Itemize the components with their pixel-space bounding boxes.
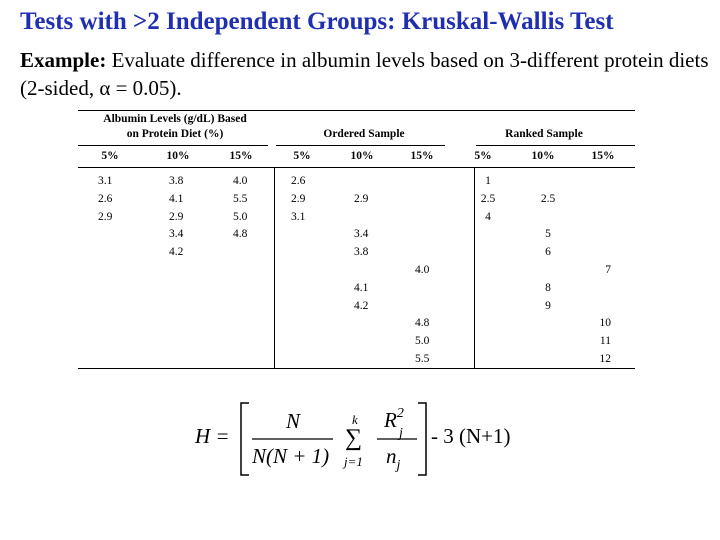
formula-denominator: N(N + 1): [252, 444, 330, 468]
column-header: 15%: [591, 150, 615, 162]
table-cell: 5.0: [415, 335, 430, 348]
table-cell: 2.5: [540, 192, 556, 205]
table-cell: 2.6: [291, 175, 306, 187]
table-cell: 4.2: [169, 246, 184, 259]
underline-albumin: [78, 145, 268, 146]
table-cell: 6: [545, 246, 551, 259]
n-symbol: n: [386, 444, 397, 468]
column-header: 10%: [350, 150, 374, 162]
column-header: 10%: [531, 150, 555, 162]
divider-1: [274, 168, 275, 368]
table-cell: 4.0: [233, 175, 248, 187]
formula-n-term: [386, 444, 401, 473]
kruskal-wallis-table: [78, 110, 635, 370]
table-cell: 3.4: [169, 228, 184, 241]
formula-r-term: [384, 406, 404, 441]
divider-2: [474, 168, 475, 368]
column-header: 10%: [166, 150, 190, 162]
table-cell: 9: [545, 299, 551, 312]
formula-lhs: H =: [195, 424, 230, 448]
group-header-ordered: Ordered Sample: [323, 128, 405, 140]
table-cell: 2.6: [98, 192, 113, 205]
table-cell: 5.5: [415, 353, 430, 365]
table-cell: 3.4: [354, 228, 369, 241]
table-cell: 1: [485, 175, 491, 187]
r-symbol: R: [384, 408, 397, 432]
formula-numerator: N: [286, 409, 301, 433]
column-header: 15%: [229, 150, 253, 162]
table-cell: 4.0: [415, 264, 430, 276]
example-text: Evaluate difference in albumin levels based on 3-different protein diets (2-sided, α = 0.05).: [20, 48, 709, 100]
table-cell: 2.9: [169, 210, 184, 223]
n-subscript: j: [396, 458, 401, 473]
column-header: 15%: [410, 150, 434, 162]
table-cell: 4.8: [415, 317, 430, 330]
table-cell: 2.9: [291, 192, 306, 205]
group-header-albumin-line1: Albumin Levels (g/dL) Based: [103, 113, 247, 125]
table-cell: 3.1: [98, 175, 113, 187]
sum-upper-limit: k: [352, 412, 358, 427]
table-cell: 4.2: [354, 299, 369, 312]
table-cell: 3.8: [354, 246, 369, 259]
table-cell: 5.0: [233, 210, 248, 223]
column-header: 5%: [474, 150, 492, 162]
group-header-albumin-line2: on Protein Diet (%): [126, 128, 224, 140]
underline-ranked: [476, 145, 635, 146]
example-statement: [20, 46, 710, 102]
table-cell: 3.8: [169, 175, 184, 187]
table-cell: 4.1: [354, 281, 369, 294]
table-cell: 4.8: [233, 228, 248, 241]
header-bottom-rule: [78, 167, 635, 168]
column-header: 5%: [293, 150, 311, 162]
table-cell: 4.1: [169, 192, 184, 205]
table-cell: 7: [605, 264, 611, 276]
formula-tail: - 3 (N+1): [431, 424, 511, 448]
underline-ordered: [276, 145, 445, 146]
table-cell: 2.5: [480, 192, 496, 205]
table-top-rule: [78, 110, 635, 111]
example-label: Example:: [20, 48, 107, 72]
table-cell: 12: [599, 353, 611, 365]
group-header-ranked: Ranked Sample: [505, 128, 583, 140]
r-subscript: j: [399, 426, 403, 441]
table-cell: 3.1: [291, 210, 306, 223]
table-cell: 5: [545, 228, 551, 241]
slide-title: Tests with >2 Independent Groups: Kruskal-Wallis Test: [20, 8, 614, 35]
table-cell: 4: [485, 210, 491, 223]
table-cell: 5.5: [233, 192, 248, 205]
column-header: 5%: [101, 150, 119, 162]
summation-symbol: ∑: [345, 425, 363, 451]
kruskal-wallis-formula: [195, 395, 535, 485]
table-cell: 10: [599, 317, 611, 330]
r-superscript: 2: [396, 406, 404, 421]
table-cell: 11: [599, 335, 611, 348]
sum-lower-limit: j=1: [344, 454, 363, 469]
table-cell: 2.9: [98, 210, 113, 223]
table-cell: 8: [545, 281, 551, 294]
table-cell: 2.9: [354, 192, 369, 205]
table-bottom-rule: [78, 368, 635, 369]
